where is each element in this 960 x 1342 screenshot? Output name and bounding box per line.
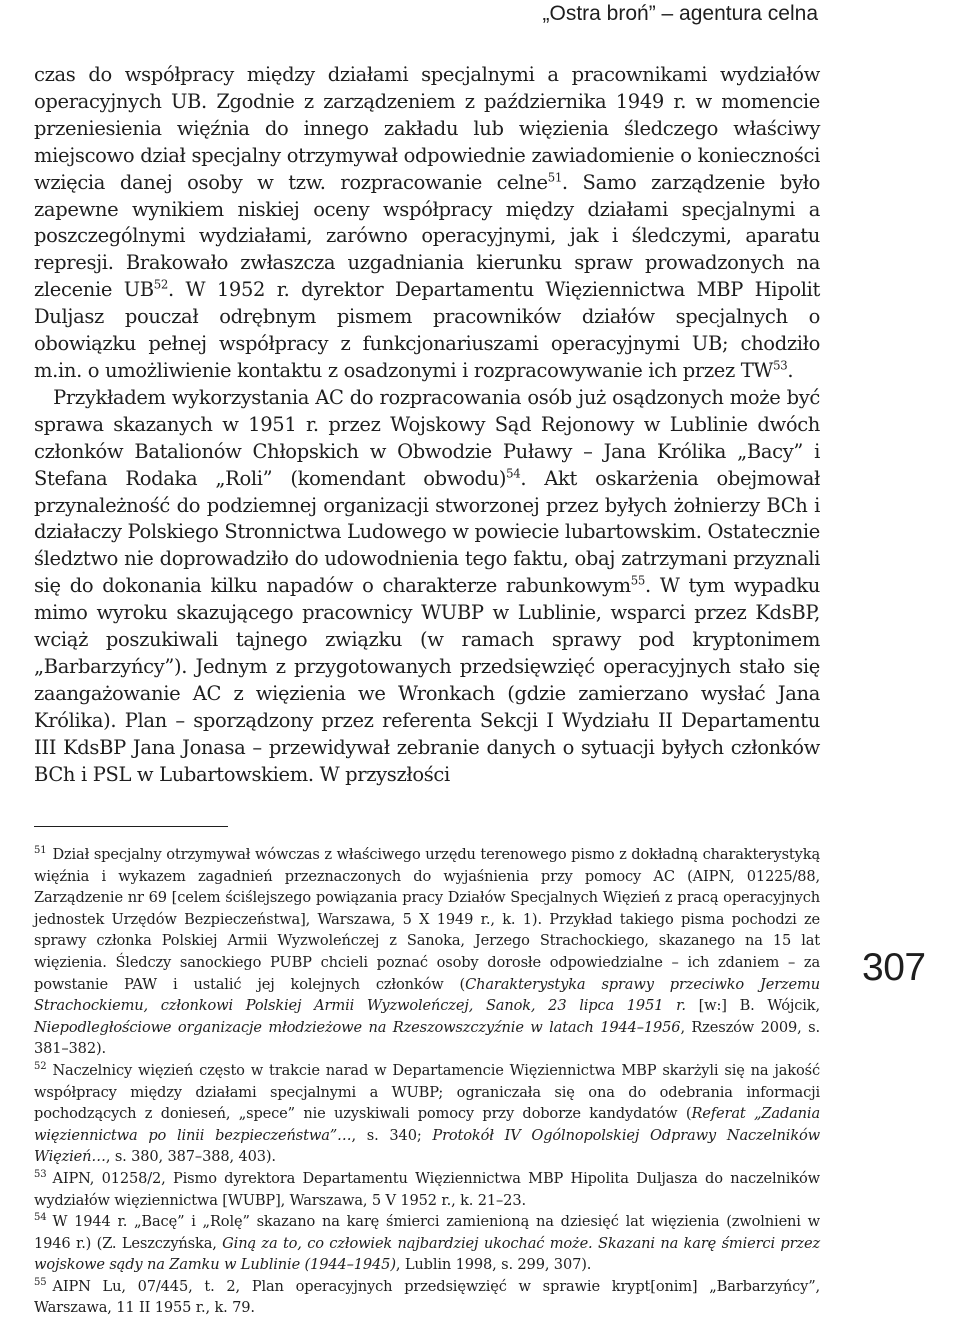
running-header: „Ostra broń” – agentura celna bbox=[542, 2, 818, 25]
paragraph-1: czas do współpracy między działami specjalnymi a pracownikami wydziałów operacyjnych UB. Zgodnie z zarządzeniem z października 1949 r. w momencie przeniesienia więźnia do innego zakładu lub więzienia śledczego właściwy miejscowo dział specjalny otrzymywał odpowiednie zawiadomienie o konieczności wzięcia danej osoby w tzw. rozpracowanie celne$^{51}$. Samo zarządzenie było zapewne wynikiem niskiej oceny współpracy między działami specjalnymi a poszczególnymi wydziałami, zarówno operacyjnymi, jak i śledczymi, aparatu represji. Brakowało zwłaszcza uzgadniania kierunku spraw prowadzonych na zlecenie UB$^{52}$. W 1952 r. dyrektor Departamentu Więziennictwa MBP Hipolit Duljasz pouczał odrębnym pismem pracowników działów specjalnych o obowiązku pełnej współpracy z funkcjonariuszami operacyjnymi UB; chodziło m.in. o umożliwienie kontaktu z osadzonymi i rozpracowywanie ich przez TW$^{53}$. bbox=[34, 63, 821, 382]
paragraph-2: Przykładem wykorzystania AC do rozpracowania osób już osądzonych może być sprawa skazanych w 1951 r. przez Wojskowy Sąd Rejonowy w Lublinie dwóch członków Batalionów Chłopskich w Obwodzie Puławy – Jana Królika „Bacy” i Stefana Rodaka „Roli” (komendant obwodu)$^{54}$. Akt oskarżenia obejmował przynależność do podziemnej organizacji stworzonej przez byłych żołnierzy BCh i działaczy Polskiego Stronnictwa Ludowego w powiecie lubartowskim. Ostatecznie śledztwo nie doprowadziło do udowodnienia tego faktu, obaj zatrzymani przyznali się do dokonania kilku napadów o charakterze rabunkowym$^{55}$. W tym wypadku mimo wyroku skazującego pracownicy WUBP w Lublinie, wsparci przez KdsBP, wciąż poszukiwali tajnego związku (w ramach sprawy pod kryptonimem „Barbarzyńcy”). Jednym z przygotowanych przedsięwzięć operacyjnych stało się zaangażowanie AC z więzienia we Wronkach (gdzie zamierzano wysłać Jana Królika). Plan – sporządzony przez referenta Sekcji I Wydziału II Departamentu III KdsBP Jana Jonasa – przewidywał zebranie danych o sytuacji byłych członków BCh i PSL w Lubartowskiem. W przyszłości bbox=[34, 385, 821, 786]
footnote-53: $^{53}$ AIPN, 01258/2, Pismo dyrektora Departamentu Więziennictwa MBP Hipolita Duljasza do naczelników wydziałów więziennictwa [WUBP], Warszawa, 5 V 1952 r., k. 21–23. bbox=[34, 1169, 820, 1209]
footnote-number: 55 bbox=[34, 1277, 47, 1289]
footnote-ref-55[interactable]: 55 bbox=[630, 573, 645, 588]
footnote-number: 54 bbox=[34, 1212, 47, 1224]
footnote-number: 53 bbox=[34, 1169, 47, 1181]
page-number: 307 bbox=[862, 946, 926, 989]
footnote-separator bbox=[34, 826, 228, 827]
footnote-54: $^{54}$ W 1944 r. „Bacę” i „Rolę” skazano na karę śmierci zamienioną na dziesięć lat więzienia (zwolnieni w 1946 r.) (Z. Leszczyńska, Giną za to, co człowiek najbardziej ukochać może. Skazani na karę śmierci przez wojskowe sądy na Zamku w Lublinie (1944–1945), Lublin 1998, s. 299, 307). bbox=[34, 1212, 820, 1274]
footnote-51: $^{51}$ Dział specjalny otrzymywał wówczas z właściwego urzędu terenowego pismo z dokładną charakterystyką więźnia i wykazem zagadnień przeznaczonych do wyjaśnienia przy pomocy AC (AIPN, 01225/88, Zarządzenie nr 69 [celem ściślejszego powiązania pracy Działów Specjalnych Więzień z pracą operacyjnych jednostek Urzędów Bezpieczeństwa], Warszawa, 5 X 1949 r., k. 1). Przykład takiego pisma pochodzi ze sprawy członka Polskiej Armii Wyzwoleńczej z Sanoka, Jerzego Strachockiego, skazanego na 15 lat więzienia. Śledczy sanockiego PUBP chcieli poznać osoby dorosłe odpowiedzialne – ich zdaniem – za powstanie PAW i ustalić jej kolejnych członków (Charakterystyka sprawy przeciwko Jerzemu Strachockiemu, członkowi Polskiej Armii Wyzwoleńczej, Sanok, 23 lipca 1951 r. [w:] B. Wójcik, Niepodległościowe organizacje młodzieżowe na Rzeszowszczyźnie w latach 1944–1956, Rzeszów 2009, s. 381–382). bbox=[34, 845, 820, 1058]
footnote-ref-52[interactable]: 52 bbox=[153, 277, 168, 292]
footnote-number: 52 bbox=[34, 1061, 47, 1073]
footnote-52: $^{52}$ Naczelnicy więzień często w trakcie narad w Departamencie Więziennictwa MBP skarżyli się na jakość współpracy między działami specjalnymi a WUBP; ograniczała się ona do odebrania informacji pochodzących z donieseń, „spece” nie uzyskiwali pomocy przy doborze kandydatów (Referat „Zadania więziennictwa po linii bezpieczeństwa”…, s. 340; Protokół IV Ogólnopolskiej Odprawy Naczelników Więzień…, s. 380, 387–388, 403). bbox=[34, 1061, 820, 1166]
footnote-ref-54[interactable]: 54 bbox=[506, 466, 521, 481]
main-text bbox=[34, 62, 820, 788]
footnote-number: 51 bbox=[34, 845, 47, 857]
footnotes bbox=[34, 844, 820, 1319]
footnote-55: $^{55}$ AIPN Lu, 07/445, t. 2, Plan operacyjnych przedsięwzięć w sprawie krypt[onim] „Barbarzyńcy”, Warszawa, 11 II 1955 r., k. 79. bbox=[34, 1277, 820, 1317]
footnote-ref-51[interactable]: 51 bbox=[547, 170, 562, 185]
footnote-ref-53[interactable]: 53 bbox=[773, 358, 788, 373]
